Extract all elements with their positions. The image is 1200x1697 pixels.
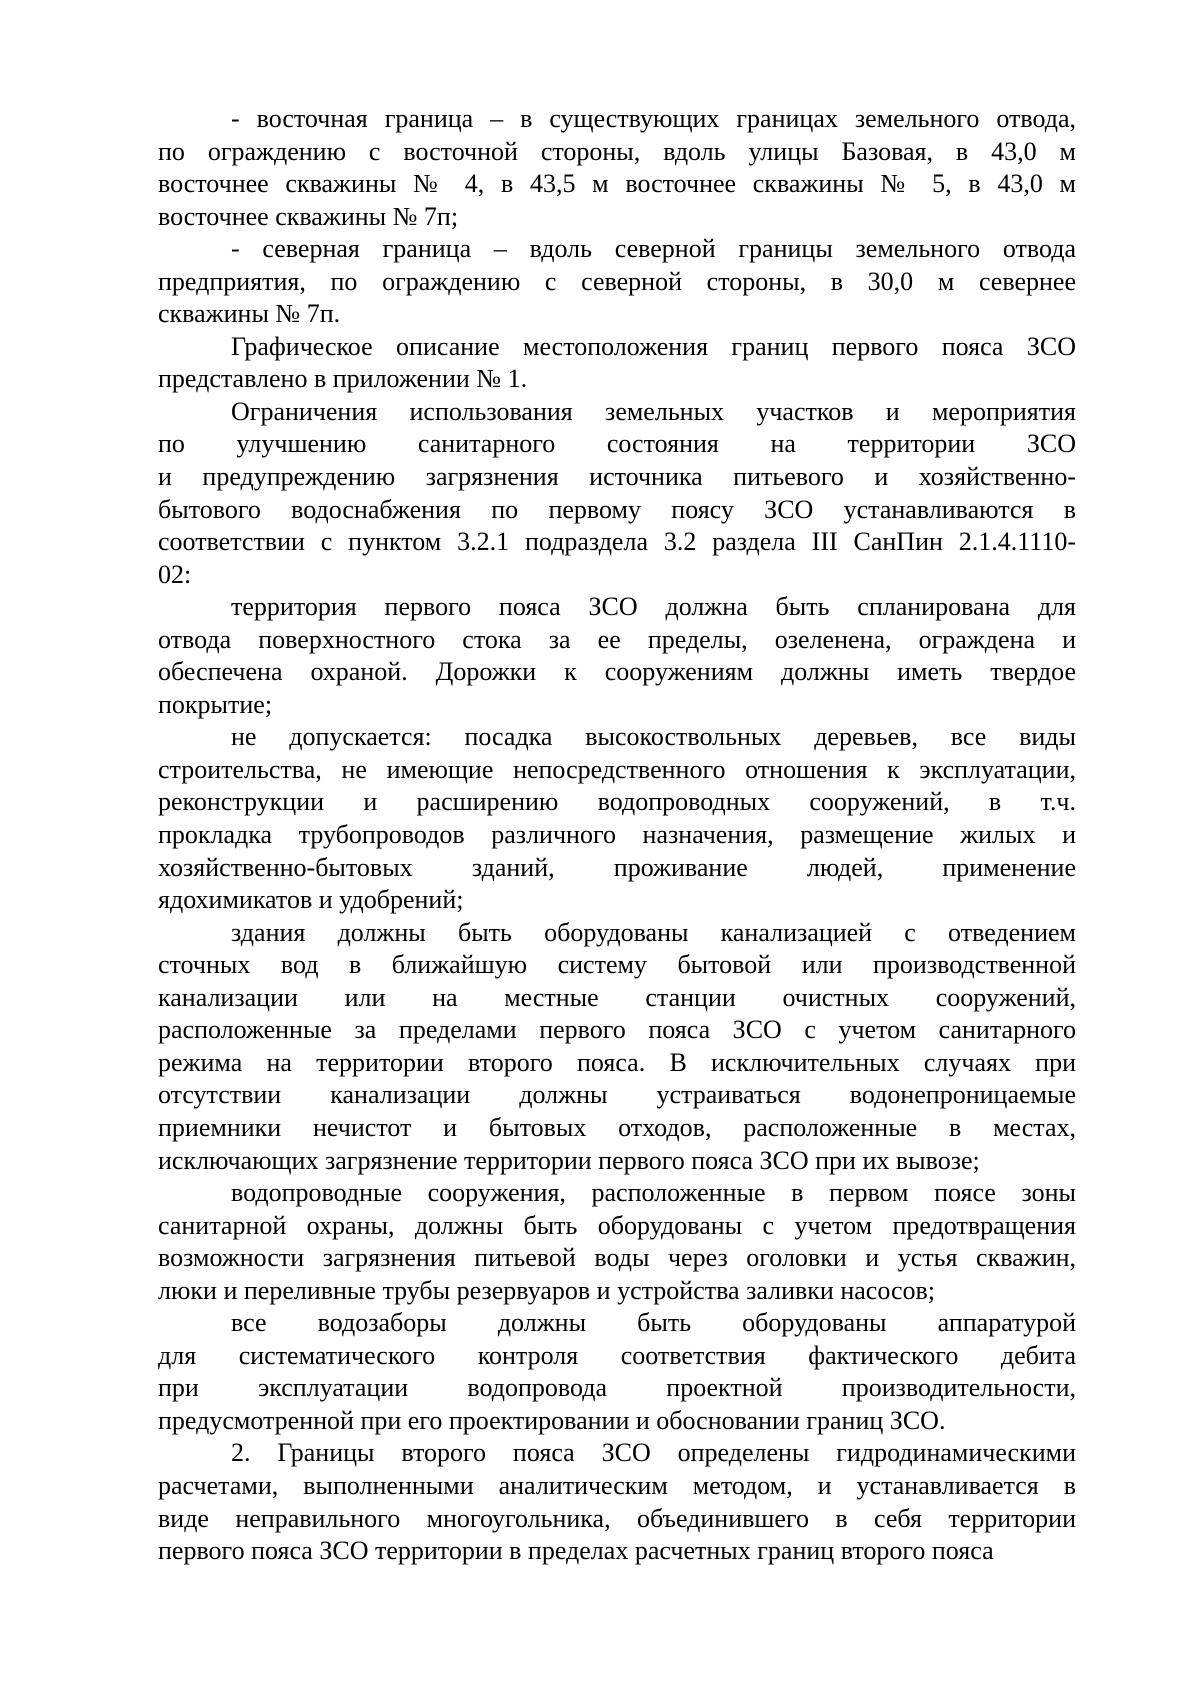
text-line: прокладка трубопроводов различного назначения, размещение жилых и <box>158 820 1076 850</box>
text-line: режима на территории второго пояса. В исключительных случаях при <box>158 1047 1076 1077</box>
text-line: территория первого пояса ЗСО должна быть спланирована для <box>231 592 1076 622</box>
text-line: все водозаборы должны быть оборудованы аппаратурой <box>231 1308 1076 1338</box>
document-body <box>158 103 1076 1568</box>
text-line: исключающих загрязнение территории первого пояса ЗСО при их вывозе; <box>158 1145 980 1175</box>
paragraph <box>158 396 1076 591</box>
paragraph <box>158 1177 1076 1307</box>
paragraph <box>158 1307 1076 1437</box>
text-line: предусмотренной при его проектировании и обосновании границ ЗСО. <box>158 1405 946 1435</box>
text-line: Графическое описание местоположения границ первого пояса ЗСО <box>231 331 1076 361</box>
text-line: приемники нечистот и бытовых отходов, расположенные в местах, <box>158 1112 1076 1142</box>
text-line: реконструкции и расширению водопроводных сооружений, в т.ч. <box>158 787 1076 817</box>
paragraph <box>158 591 1076 721</box>
paragraph <box>158 331 1076 396</box>
text-line: обеспечена охраной. Дорожки к сооружениям должны иметь твердое <box>158 657 1076 687</box>
text-line: санитарной охраны, должны быть оборудованы с учетом предотвращения <box>158 1210 1076 1240</box>
text-line: представлено в приложении № 1. <box>158 364 528 394</box>
paragraph <box>158 233 1076 331</box>
text-line: по улучшению санитарного состояния на территории ЗСО <box>158 429 1076 459</box>
text-line: восточнее скважины № 4, в 43,5 м восточнее скважины № 5, в 43,0 м <box>158 169 1076 199</box>
text-line: скважины № 7п. <box>158 299 341 329</box>
text-line: не допускается: посадка высокоствольных деревьев, все виды <box>231 722 1076 752</box>
text-line: 2. Границы второго пояса ЗСО определены гидродинамическими <box>231 1438 1076 1468</box>
paragraph <box>158 1437 1076 1567</box>
text-line: 02: <box>158 559 192 589</box>
text-line: канализации или на местные станции очистных сооружений, <box>158 982 1076 1012</box>
text-line: - восточная граница – в существующих границах земельного отвода, <box>231 104 1076 133</box>
text-line: соответствии с пунктом 3.2.1 подраздела 3.2 раздела III СанПин 2.1.4.1110- <box>158 527 1076 557</box>
paragraph <box>158 917 1076 1177</box>
text-line: первого пояса ЗСО территории в пределах расчетных границ второго пояса <box>158 1536 994 1566</box>
text-line: виде неправильного многоугольника, объединившего в себя территории <box>158 1503 1076 1533</box>
text-line: сточных вод в ближайшую систему бытовой или производственной <box>158 950 1076 980</box>
text-line: водопроводные сооружения, расположенные в первом поясе зоны <box>231 1178 1076 1208</box>
text-line: люки и переливные трубы резервуаров и устройства заливки насосов; <box>158 1275 936 1305</box>
text-line: предприятия, по ограждению с северной стороны, в 30,0 м севернее <box>158 266 1076 296</box>
text-line: по ограждению с восточной стороны, вдоль улицы Базовая, в 43,0 м <box>158 136 1076 166</box>
paragraph <box>158 103 1076 233</box>
text-line: отсутствии канализации должны устраиваться водонепроницаемые <box>158 1080 1076 1110</box>
text-line: для систематического контроля соответствия фактического дебита <box>158 1340 1076 1370</box>
text-line: восточнее скважины № 7п; <box>158 201 459 231</box>
text-line: возможности загрязнения питьевой воды через оголовки и устья скважин, <box>158 1243 1076 1273</box>
text-line: здания должны быть оборудованы канализацией с отведением <box>231 917 1076 947</box>
paragraph <box>158 721 1076 916</box>
text-line: отвода поверхностного стока за ее пределы, озеленена, ограждена и <box>158 624 1076 654</box>
text-line: расчетами, выполненными аналитическим методом, и устанавливается в <box>158 1470 1076 1500</box>
text-line: - северная граница – вдоль северной границы земельного отвода <box>231 234 1076 264</box>
text-line: при эксплуатации водопровода проектной производительности, <box>158 1373 1076 1403</box>
text-line: покрытие; <box>158 689 273 719</box>
text-line: и предупреждению загрязнения источника питьевого и хозяйственно- <box>158 462 1076 492</box>
text-line: расположенные за пределами первого пояса ЗСО с учетом санитарного <box>158 1015 1076 1045</box>
text-line: хозяйственно-бытовых зданий, проживание людей, применение <box>158 852 1076 882</box>
text-line: Ограничения использования земельных участков и мероприятия <box>231 396 1076 426</box>
text-line: строительства, не имеющие непосредственного отношения к эксплуатации, <box>158 754 1076 784</box>
text-line: бытового водоснабжения по первому поясу ЗСО устанавливаются в <box>158 494 1076 524</box>
text-line: ядохимикатов и удобрений; <box>158 885 464 915</box>
